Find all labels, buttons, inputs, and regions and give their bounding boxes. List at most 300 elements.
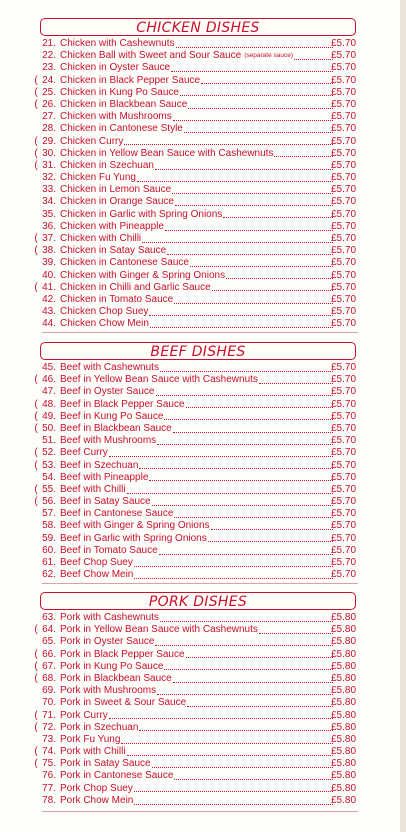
item-name: Pork in Szechuan: [60, 721, 139, 733]
spicy-marker: (: [34, 374, 38, 386]
item-price: £5.80: [331, 685, 357, 697]
menu-item: [0, 460, 406, 472]
item-number: 59.: [42, 532, 56, 544]
item-name: Beef with Mushrooms: [60, 435, 157, 447]
item-name-wrap: [60, 87, 334, 99]
item-name: Pork in Blackbean Sauce: [60, 672, 172, 684]
menu-item: [0, 99, 406, 111]
dot-leader: [165, 221, 333, 231]
item-price: £5.70: [331, 544, 357, 556]
item-name: Pork with Chilli: [60, 746, 126, 758]
item-price: £5.70: [331, 447, 357, 459]
menu-item: [0, 758, 406, 770]
dot-leader: [259, 374, 333, 384]
dot-leader: [134, 557, 333, 567]
item-name: Beef in Kung Po Sauce: [60, 410, 164, 422]
item-price: £5.70: [331, 281, 357, 293]
items-chicken: [0, 38, 406, 331]
item-price: £5.70: [331, 374, 357, 386]
item-number: 44.: [42, 318, 56, 330]
menu-item: [0, 270, 406, 282]
item-name: Chicken in Satay Sauce: [60, 245, 167, 257]
item-number: 33.: [42, 184, 56, 196]
item-number: 42.: [42, 293, 56, 305]
item-price: £5.70: [331, 98, 357, 110]
item-price: £5.70: [331, 123, 357, 135]
menu-item: [0, 484, 406, 496]
item-price: £5.80: [331, 782, 357, 794]
menu-item: [0, 136, 406, 148]
dot-leader: [127, 484, 333, 494]
item-name: Pork in Satay Sauce: [60, 758, 151, 770]
dot-leader: [127, 746, 333, 756]
spicy-marker: (: [34, 98, 38, 110]
menu-item: [0, 306, 406, 318]
item-price: £5.80: [331, 746, 357, 758]
item-name-wrap: [60, 484, 334, 496]
item-name-wrap: [60, 746, 334, 758]
menu-item: [0, 746, 406, 758]
dot-leader: [155, 160, 333, 170]
menu-item: [0, 233, 406, 245]
item-number: 45.: [42, 362, 56, 373]
dot-leader: [180, 87, 333, 97]
item-name-wrap: [60, 783, 334, 795]
item-name: Beef with Cashewnuts: [60, 362, 159, 373]
item-name-wrap: [60, 734, 334, 746]
item-name-wrap: [60, 136, 334, 148]
item-price: £5.80: [331, 721, 357, 733]
item-price: £5.70: [331, 520, 357, 532]
item-name-wrap: [60, 148, 334, 160]
dot-leader: [139, 460, 333, 470]
item-name-wrap: [60, 209, 334, 221]
menu-item: [0, 661, 406, 673]
item-name: Chicken in Black Pepper Sauce: [60, 74, 201, 86]
item-name: Chicken in Garlic with Spring Onions: [60, 208, 223, 220]
dot-leader: [157, 435, 333, 445]
dot-leader: [223, 209, 333, 219]
dot-leader: [172, 184, 333, 194]
item-number: 73.: [42, 733, 56, 745]
item-price: £5.80: [331, 697, 357, 709]
dot-leader: [173, 111, 333, 121]
item-name: Chicken in Szechuan: [60, 159, 154, 171]
item-number: 38.: [42, 245, 56, 257]
menu-item: [0, 520, 406, 532]
item-number: 69.: [42, 685, 56, 697]
menu-item: [0, 184, 406, 196]
item-number: 63.: [42, 612, 56, 623]
item-name: Beef in Garlic with Spring Onions: [60, 532, 207, 544]
dot-leader: [175, 196, 333, 206]
menu-item: [0, 282, 406, 294]
dot-leader: [152, 496, 333, 506]
item-number: 61.: [42, 557, 56, 568]
spicy-marker: (: [34, 709, 38, 721]
item-name-wrap: [60, 612, 334, 624]
dot-leader: [174, 294, 333, 304]
item-name: Beef in Szechuan: [60, 459, 139, 471]
item-number: 27.: [42, 111, 56, 123]
item-number: 30.: [42, 147, 56, 159]
item-number: 74.: [42, 746, 56, 758]
dot-leader: [160, 612, 333, 622]
item-name-wrap: [60, 508, 334, 520]
item-name: Pork Chop Suey: [60, 782, 133, 794]
item-price: £5.70: [331, 269, 357, 281]
dot-leader: [190, 257, 333, 267]
dot-leader: [160, 362, 333, 372]
menu-item: [0, 294, 406, 306]
dot-leader: [109, 447, 333, 457]
item-name: Beef Chow Mein: [60, 569, 134, 581]
item-number: 22.: [42, 50, 56, 62]
item-name-wrap: [60, 257, 334, 269]
dot-leader: [171, 62, 333, 72]
item-name-wrap: [60, 447, 334, 459]
item-price: £5.80: [331, 770, 357, 782]
menu-item: [0, 533, 406, 545]
item-number: 50.: [42, 422, 56, 434]
item-number: 21.: [42, 38, 56, 49]
section-divider: [42, 583, 358, 584]
spicy-marker: (: [34, 746, 38, 758]
spicy-marker: (: [34, 672, 38, 684]
item-price: £5.70: [331, 508, 357, 520]
item-price: £5.70: [331, 306, 357, 318]
item-name-wrap: [60, 362, 334, 374]
item-price: £5.80: [331, 660, 357, 672]
spicy-marker: (: [34, 86, 38, 98]
dot-leader: [134, 795, 333, 805]
item-name: Pork in Yellow Bean Sauce with Cashewnuts: [60, 624, 258, 636]
spicy-marker: (: [34, 483, 38, 495]
menu-item: [0, 734, 406, 746]
menu-item: [0, 710, 406, 722]
dot-leader: [184, 123, 333, 133]
item-price: £5.70: [331, 196, 357, 208]
item-price: £5.80: [331, 794, 357, 806]
item-price: £5.70: [331, 147, 357, 159]
item-price: £5.70: [331, 159, 357, 171]
menu-item: [0, 783, 406, 795]
item-name: Pork Fu Yung: [60, 733, 121, 745]
dot-leader: [134, 569, 333, 579]
dot-leader: [159, 545, 333, 555]
spicy-marker: (: [34, 422, 38, 434]
item-number: 52.: [42, 447, 56, 459]
menu-item: [0, 87, 406, 99]
item-price: £5.70: [331, 569, 357, 581]
spicy-marker: (: [34, 410, 38, 422]
menu-item: [0, 386, 406, 398]
dot-leader: [259, 624, 333, 634]
item-name-wrap: [60, 50, 334, 62]
item-name-wrap: [60, 306, 334, 318]
spicy-marker: (: [34, 459, 38, 471]
item-number: 35.: [42, 208, 56, 220]
spicy-marker: (: [34, 147, 38, 159]
dot-leader: [174, 508, 333, 518]
item-price: £5.70: [331, 422, 357, 434]
item-price: £5.70: [331, 62, 357, 74]
item-number: 41.: [42, 281, 56, 293]
item-number: 71.: [42, 709, 56, 721]
item-name-wrap: [60, 221, 334, 233]
menu-item: [0, 50, 406, 62]
item-name-wrap: [60, 38, 334, 50]
item-name-wrap: [60, 75, 334, 87]
item-number: 29.: [42, 135, 56, 147]
item-name-wrap: [60, 673, 334, 685]
item-name: Chicken with Pineapple: [60, 220, 164, 232]
item-name-wrap: [60, 386, 334, 398]
dot-leader: [208, 533, 333, 543]
dot-leader: [211, 520, 333, 530]
item-name: Chicken Chow Mein: [60, 318, 149, 330]
menu-item: [0, 795, 406, 807]
menu-item: [0, 318, 406, 330]
item-price: £5.80: [331, 672, 357, 684]
item-name: Chicken in Cantonese Style: [60, 123, 183, 135]
item-name-wrap: [60, 649, 334, 661]
dot-leader: [294, 50, 333, 60]
item-note: (separate sauce): [244, 52, 293, 60]
menu-item: [0, 612, 406, 624]
spicy-marker: (: [34, 648, 38, 660]
item-name-wrap: [60, 472, 334, 484]
item-name: Chicken with Ginger & Spring Onions: [60, 269, 226, 281]
dot-leader: [274, 148, 333, 158]
item-name-wrap: [60, 294, 334, 306]
item-name-wrap: [60, 411, 334, 423]
menu-item: [0, 399, 406, 411]
spicy-marker: (: [34, 159, 38, 171]
item-name-wrap: [60, 685, 334, 697]
menu-item: [0, 649, 406, 661]
item-name: Beef in Oyster Sauce: [60, 386, 155, 398]
item-name: Chicken Ball with Sweet and Sour Sauce: [60, 50, 242, 62]
items-beef: [0, 362, 406, 581]
spicy-marker: (: [34, 624, 38, 636]
item-price: £5.70: [331, 135, 357, 147]
item-name-wrap: [60, 460, 334, 472]
item-name-wrap: [60, 722, 334, 734]
item-name-wrap: [60, 795, 334, 807]
item-number: 43.: [42, 306, 56, 318]
item-name: Beef in Blackbean Sauce: [60, 422, 172, 434]
spicy-marker: (: [34, 496, 38, 508]
item-name-wrap: [60, 423, 334, 435]
item-name-wrap: [60, 569, 334, 581]
menu-item: [0, 557, 406, 569]
item-number: 62.: [42, 569, 56, 581]
item-number: 68.: [42, 672, 56, 684]
item-name: Pork with Cashewnuts: [60, 612, 159, 623]
item-name: Pork Chow Mein: [60, 794, 134, 806]
dot-leader: [201, 75, 333, 85]
item-name: Chicken Curry: [60, 135, 124, 147]
item-number: 37.: [42, 233, 56, 244]
item-price: £5.70: [331, 86, 357, 98]
dot-leader: [167, 245, 333, 255]
item-name-wrap: [60, 624, 334, 636]
item-number: 67.: [42, 660, 56, 672]
item-number: 48.: [42, 398, 56, 410]
menu-item: [0, 636, 406, 648]
item-number: 47.: [42, 386, 56, 398]
menu-item: [0, 685, 406, 697]
item-number: 46.: [42, 374, 56, 386]
item-name: Chicken Chop Suey: [60, 306, 149, 318]
item-name-wrap: [60, 710, 334, 722]
dot-leader: [173, 423, 333, 433]
item-name: Pork Curry: [60, 709, 108, 721]
dot-leader: [164, 411, 333, 421]
item-number: 57.: [42, 508, 56, 520]
item-name: Chicken with Cashewnuts: [60, 38, 175, 49]
dot-leader: [186, 399, 333, 409]
item-name: Chicken in Tomato Sauce: [60, 293, 174, 305]
item-name: Beef in Tomato Sauce: [60, 544, 158, 556]
item-name: Pork in Oyster Sauce: [60, 636, 155, 648]
item-price: £5.70: [331, 293, 357, 305]
item-name: Chicken with Chilli: [60, 233, 142, 244]
menu-item: [0, 160, 406, 172]
item-name-wrap: [60, 245, 334, 257]
item-name-wrap: [60, 233, 334, 245]
menu-item: [0, 569, 406, 581]
item-name-wrap: [60, 496, 334, 508]
item-name: Beef in Yellow Bean Sauce with Cashewnuts: [60, 374, 258, 386]
menu-item: [0, 673, 406, 685]
item-name: Chicken in Lemon Sauce: [60, 184, 172, 196]
item-name-wrap: [60, 196, 334, 208]
item-number: 54.: [42, 471, 56, 483]
menu-item: [0, 123, 406, 135]
item-price: £5.70: [331, 74, 357, 86]
item-name-wrap: [60, 636, 334, 648]
menu-item: [0, 423, 406, 435]
section-divider: [42, 811, 358, 812]
item-name-wrap: [60, 520, 334, 532]
item-name-wrap: [60, 399, 334, 411]
spicy-marker: (: [34, 233, 38, 244]
item-name-wrap: [60, 62, 334, 74]
item-name-wrap: [60, 123, 334, 135]
item-price: £5.70: [331, 184, 357, 196]
item-name: Pork in Sweet & Sour Sauce: [60, 697, 187, 709]
dot-leader: [121, 734, 333, 744]
item-price: £5.80: [331, 733, 357, 745]
item-name: Beef with Chilli: [60, 483, 126, 495]
item-name-wrap: [60, 184, 334, 196]
dot-leader: [139, 722, 333, 732]
menu-item: [0, 62, 406, 74]
item-price: £5.70: [331, 435, 357, 447]
item-price: £5.70: [331, 257, 357, 269]
item-price: £5.70: [331, 410, 357, 422]
item-name: Chicken in Yellow Bean Sauce with Cashewnuts: [60, 147, 274, 159]
spicy-marker: (: [34, 135, 38, 147]
menu-item: [0, 472, 406, 484]
item-name: Chicken in Cantonese Sauce: [60, 257, 189, 269]
item-name: Chicken in Chilli and Garlic Sauce: [60, 281, 211, 293]
item-price: £5.70: [331, 496, 357, 508]
item-price: £5.80: [331, 624, 357, 636]
menu-item: [0, 508, 406, 520]
item-number: 32.: [42, 172, 56, 184]
item-price: £5.80: [331, 758, 357, 770]
dot-leader: [142, 233, 333, 243]
item-number: 70.: [42, 697, 56, 709]
item-number: 49.: [42, 410, 56, 422]
item-number: 51.: [42, 435, 56, 447]
item-number: 24.: [42, 74, 56, 86]
item-price: £5.70: [331, 362, 357, 373]
item-price: £5.70: [331, 386, 357, 398]
item-number: 34.: [42, 196, 56, 208]
item-name-wrap: [60, 318, 334, 330]
item-number: 53.: [42, 459, 56, 471]
item-number: 58.: [42, 520, 56, 532]
menu-item: [0, 257, 406, 269]
item-price: £5.70: [331, 557, 357, 568]
menu-item: [0, 697, 406, 709]
dot-leader: [187, 697, 333, 707]
item-name-wrap: [60, 557, 334, 569]
menu-item: [0, 148, 406, 160]
item-name: Chicken in Oyster Sauce: [60, 62, 171, 74]
item-name-wrap: [60, 160, 334, 172]
item-price: £5.70: [331, 208, 357, 220]
item-price: £5.80: [331, 612, 357, 623]
item-name-wrap: [60, 111, 334, 123]
item-name: Beef Chop Suey: [60, 557, 133, 568]
menu-item: [0, 221, 406, 233]
item-price: £5.70: [331, 111, 357, 123]
dot-leader: [150, 318, 333, 328]
item-price: £5.80: [331, 648, 357, 660]
item-number: 26.: [42, 98, 56, 110]
dot-leader: [176, 38, 334, 48]
item-number: 36.: [42, 220, 56, 232]
item-price: £5.70: [331, 532, 357, 544]
menu-item: [0, 111, 406, 123]
item-price: £5.70: [331, 471, 357, 483]
dot-leader: [173, 673, 333, 683]
item-name: Beef in Black Pepper Sauce: [60, 398, 185, 410]
dot-leader: [109, 710, 333, 720]
item-number: 77.: [42, 782, 56, 794]
item-name-wrap: [60, 545, 334, 557]
item-name-wrap: [60, 435, 334, 447]
menu-item: [0, 722, 406, 734]
item-name-wrap: [60, 99, 334, 111]
menu-item: [0, 411, 406, 423]
item-price: £5.70: [331, 398, 357, 410]
page-edge-shadow: [400, 0, 406, 832]
item-price: £5.70: [331, 38, 357, 49]
item-number: 76.: [42, 770, 56, 782]
item-number: 56.: [42, 496, 56, 508]
spicy-marker: (: [34, 281, 38, 293]
item-price: £5.70: [331, 459, 357, 471]
item-price: £5.80: [331, 709, 357, 721]
dot-leader: [155, 636, 333, 646]
item-number: 78.: [42, 794, 56, 806]
